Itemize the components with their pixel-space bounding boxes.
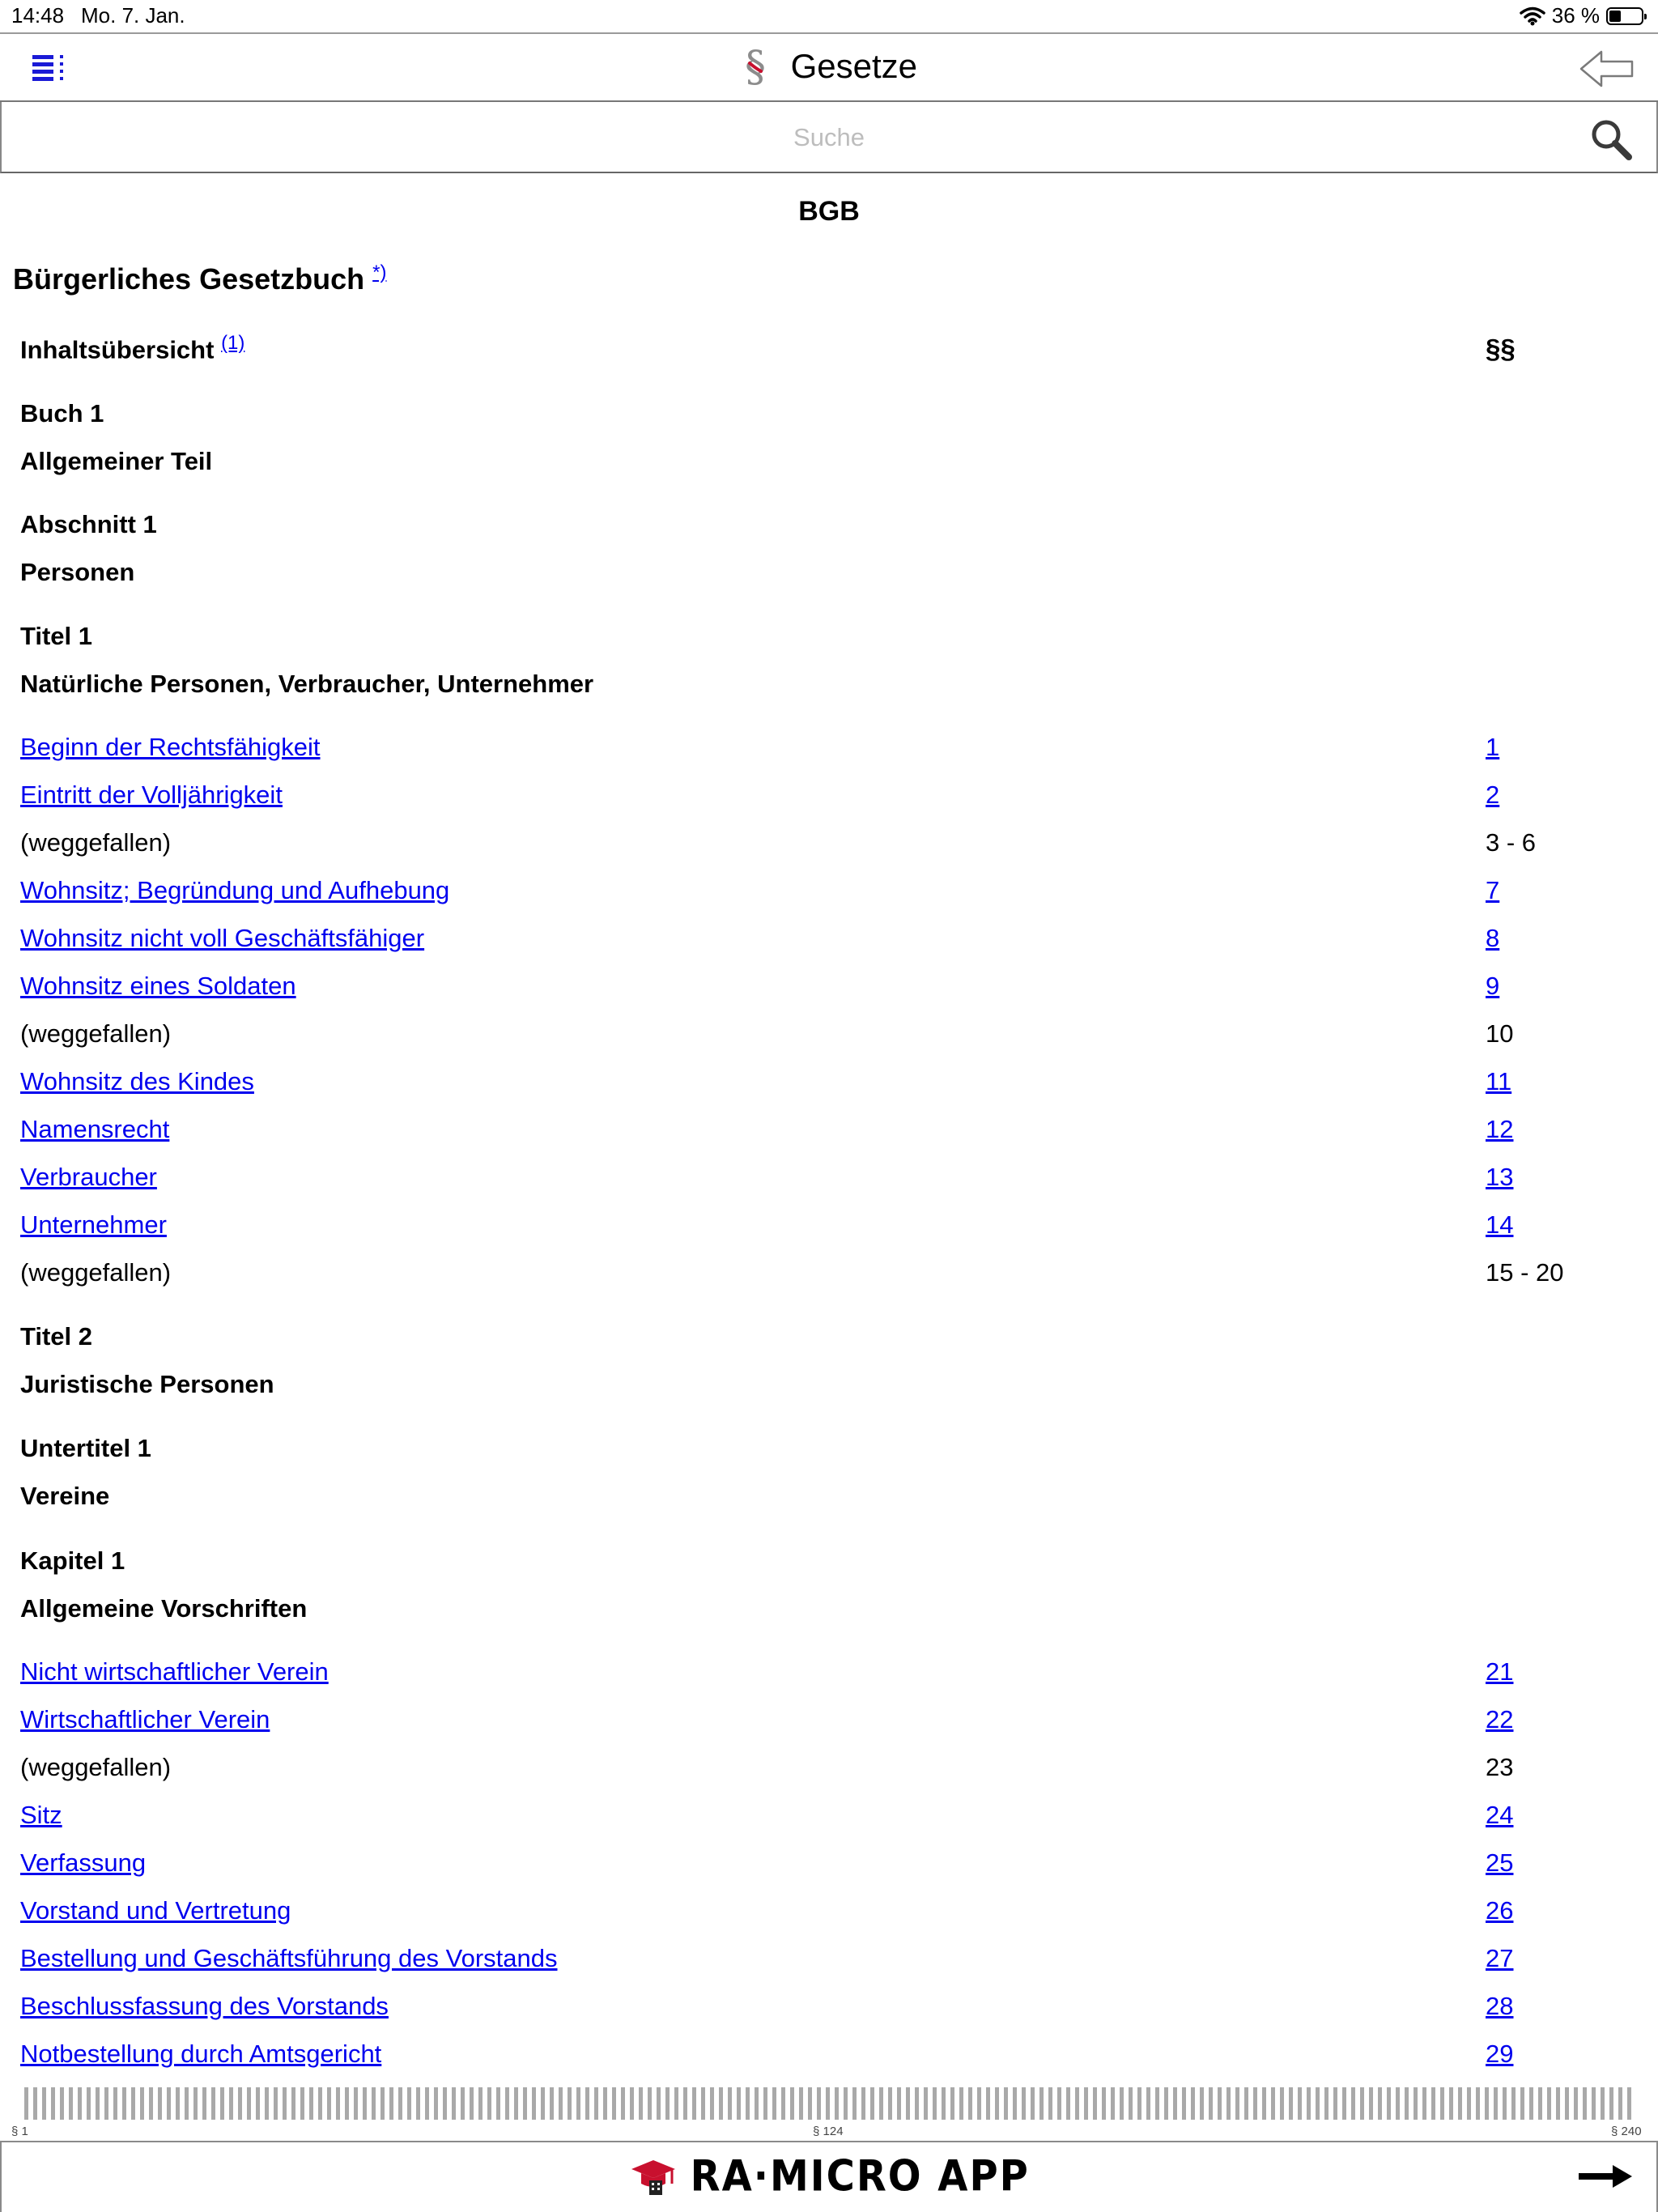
toc-entry-link[interactable]: Nicht wirtschaftlicher Verein <box>20 1657 329 1686</box>
toc-heading-label: Titel 2 <box>20 1322 93 1351</box>
toc-section-link[interactable]: 1 <box>1486 733 1500 761</box>
toc-section-number: 15 - 20 <box>1486 1258 1564 1287</box>
battery-icon <box>1606 7 1643 25</box>
scroller-mid-label: § 124 <box>813 2125 844 2138</box>
toc-entry-row <box>20 1896 1631 1929</box>
toc-heading-row <box>20 1370 1631 1402</box>
toc-entry-link[interactable]: Beschlussfassung des Vorstands <box>20 1992 389 2020</box>
toc-section-link[interactable]: 13 <box>1486 1163 1514 1191</box>
toc-entry-link[interactable]: Wohnsitz; Begründung und Aufhebung <box>20 876 450 904</box>
toc-entry-link[interactable]: Notbestellung durch Amtsgericht <box>20 2040 382 2068</box>
toc-heading-row <box>20 1322 1631 1355</box>
toc-entry-row <box>20 1115 1631 1147</box>
toc-section-link[interactable]: 21 <box>1486 1657 1514 1686</box>
toc-section-column-heading: §§ <box>1486 334 1516 364</box>
toc-section-link[interactable]: 28 <box>1486 1992 1514 2020</box>
section-index-scroller[interactable] <box>24 2087 1635 2120</box>
arrow-right-icon <box>1577 2160 1634 2193</box>
toc-entry-link[interactable]: Bestellung und Geschäftsführung des Vorstands <box>20 1944 558 1972</box>
toc-entry-row <box>20 1657 1631 1690</box>
scroller-end-label: § 240 <box>1611 2125 1642 2138</box>
toc-section-link[interactable]: 29 <box>1486 2040 1514 2068</box>
toc-section-link[interactable]: 26 <box>1486 1896 1514 1925</box>
toc-section-link[interactable]: 22 <box>1486 1705 1514 1733</box>
toc-heading-text: Inhaltsübersicht <box>20 335 215 364</box>
status-time: 14:48 <box>11 3 65 28</box>
toc-entry-row <box>20 1992 1631 2024</box>
toc-section-number: 3 - 6 <box>1486 828 1537 857</box>
toc-section-link[interactable]: 7 <box>1486 876 1500 904</box>
scroller-start-label: § 1 <box>11 2125 28 2138</box>
toc-footnote-link[interactable]: (1) <box>221 332 245 354</box>
toc-entry-link[interactable]: Eintritt der Volljährigkeit <box>20 781 283 809</box>
toc-entry-row <box>20 1753 1631 1785</box>
toc-heading-label: Allgemeine Vorschriften <box>20 1594 308 1623</box>
document-short-title: BGB <box>798 196 860 227</box>
toc-entry-row <box>20 1848 1631 1881</box>
search-icon <box>1588 117 1634 162</box>
forward-button[interactable] <box>1577 2160 1634 2193</box>
toc-entry-row <box>20 1019 1631 1052</box>
toc-entry-row <box>20 972 1631 1004</box>
law-title-text: Bürgerliches Gesetzbuch <box>13 262 365 296</box>
toc-section-link[interactable]: 8 <box>1486 924 1500 952</box>
toc-entry-link[interactable]: Wohnsitz des Kindes <box>20 1067 254 1095</box>
toc-entry-label: (weggefallen) <box>20 1753 172 1781</box>
toc-entry-label: (weggefallen) <box>20 1019 172 1048</box>
search-button[interactable] <box>1588 117 1634 162</box>
toc-entry-row <box>20 876 1631 908</box>
brand-logo <box>2 2151 1656 2201</box>
toc-entry-row <box>20 1067 1631 1100</box>
toc-heading-row <box>20 1434 1631 1466</box>
toc-entry-row <box>20 1210 1631 1243</box>
battery-percent: 36 % <box>1551 3 1600 28</box>
toc-heading-label: Buch 1 <box>20 399 104 428</box>
header-title-wrap <box>0 44 1658 89</box>
toc-heading-label: Allgemeiner Teil <box>20 447 213 475</box>
toc-entry-row <box>20 2040 1631 2072</box>
toc-entry-label: (weggefallen) <box>20 828 172 857</box>
toc-heading-row <box>20 622 1631 654</box>
toc-section-number: 10 <box>1486 1019 1514 1048</box>
law-title <box>13 262 387 296</box>
toc-entry-link[interactable]: Wirtschaftlicher Verein <box>20 1705 270 1733</box>
wifi-icon <box>1520 6 1545 26</box>
toc-entry-link[interactable]: Sitz <box>20 1801 62 1829</box>
toc-section-link[interactable]: 24 <box>1486 1801 1514 1829</box>
toc-entry-row <box>20 781 1631 813</box>
search-input[interactable] <box>99 117 1559 159</box>
toc-heading-row <box>20 510 1631 542</box>
toc-entry-link[interactable]: Namensrecht <box>20 1115 170 1143</box>
status-indicators <box>1520 3 1643 28</box>
toc-entry-link[interactable]: Verbraucher <box>20 1163 157 1191</box>
toc-heading-row <box>20 1482 1631 1514</box>
toc-heading-row <box>20 558 1631 590</box>
toc-heading-label: Titel 1 <box>20 622 93 650</box>
bottom-bar <box>0 2141 1658 2212</box>
svg-text:§: § <box>744 44 766 89</box>
toc-entry-row <box>20 1258 1631 1291</box>
toc-entry-row <box>20 1801 1631 1833</box>
toc-heading-label: Abschnitt 1 <box>20 510 157 538</box>
page-title: Gesetze <box>790 47 918 85</box>
arrow-left-icon <box>1579 49 1635 89</box>
toc-entry-row <box>20 924 1631 956</box>
status-bar <box>0 0 1658 32</box>
toc-section-link[interactable]: 27 <box>1486 1944 1514 1972</box>
back-button[interactable] <box>1579 49 1635 89</box>
law-title-footnote-link[interactable]: *) <box>372 262 387 283</box>
toc-heading <box>20 332 244 364</box>
toc-entry-row <box>20 1705 1631 1738</box>
toc-heading-label: Untertitel 1 <box>20 1434 151 1462</box>
toc-section-link[interactable]: 2 <box>1486 781 1500 809</box>
toc-entry-link[interactable]: Vorstand und Vertretung <box>20 1896 291 1925</box>
toc-heading-row <box>20 1594 1631 1627</box>
toc-entry-link[interactable]: Wohnsitz nicht voll Geschäftsfähiger <box>20 924 425 952</box>
brand-text: RA·MICRO APP <box>690 2151 1030 2201</box>
toc-entry-row <box>20 828 1631 861</box>
toc-heading-label: Personen <box>20 558 135 586</box>
toc-entry-row <box>20 733 1631 765</box>
toc-heading-label: Natürliche Personen, Verbraucher, Unternehmer <box>20 670 594 698</box>
nav-header <box>0 32 1658 102</box>
toc-section-link[interactable]: 9 <box>1486 972 1500 1000</box>
search-bar <box>0 102 1658 173</box>
toc-section-number: 23 <box>1486 1753 1514 1781</box>
toc-heading-row <box>20 399 1631 432</box>
toc-heading-row <box>20 447 1631 479</box>
toc-entry-link[interactable]: Wohnsitz eines Soldaten <box>20 972 296 1000</box>
toc-entry-link[interactable]: Verfassung <box>20 1848 147 1877</box>
toc-heading-label: Vereine <box>20 1482 110 1510</box>
toc-heading-label: Kapitel 1 <box>20 1546 125 1575</box>
toc-entry-label: (weggefallen) <box>20 1258 172 1287</box>
paragraph-icon <box>741 44 770 89</box>
toc-section-link[interactable]: 12 <box>1486 1115 1514 1143</box>
toc-entry-link[interactable]: Unternehmer <box>20 1210 167 1239</box>
toc-heading-label: Juristische Personen <box>20 1370 274 1398</box>
toc-heading-row <box>20 670 1631 702</box>
toc-section-link[interactable]: 25 <box>1486 1848 1514 1877</box>
graduation-cap-icon <box>628 2156 678 2197</box>
toc-entry-row <box>20 1163 1631 1195</box>
toc-section-link[interactable]: 11 <box>1486 1067 1512 1095</box>
toc-section-link[interactable]: 14 <box>1486 1210 1514 1239</box>
toc-entry-row <box>20 1944 1631 1976</box>
toc-entry-link[interactable]: Beginn der Rechtsfähigkeit <box>20 733 321 761</box>
toc-heading-row <box>20 1546 1631 1579</box>
status-date: Mo. 7. Jan. <box>81 3 185 28</box>
